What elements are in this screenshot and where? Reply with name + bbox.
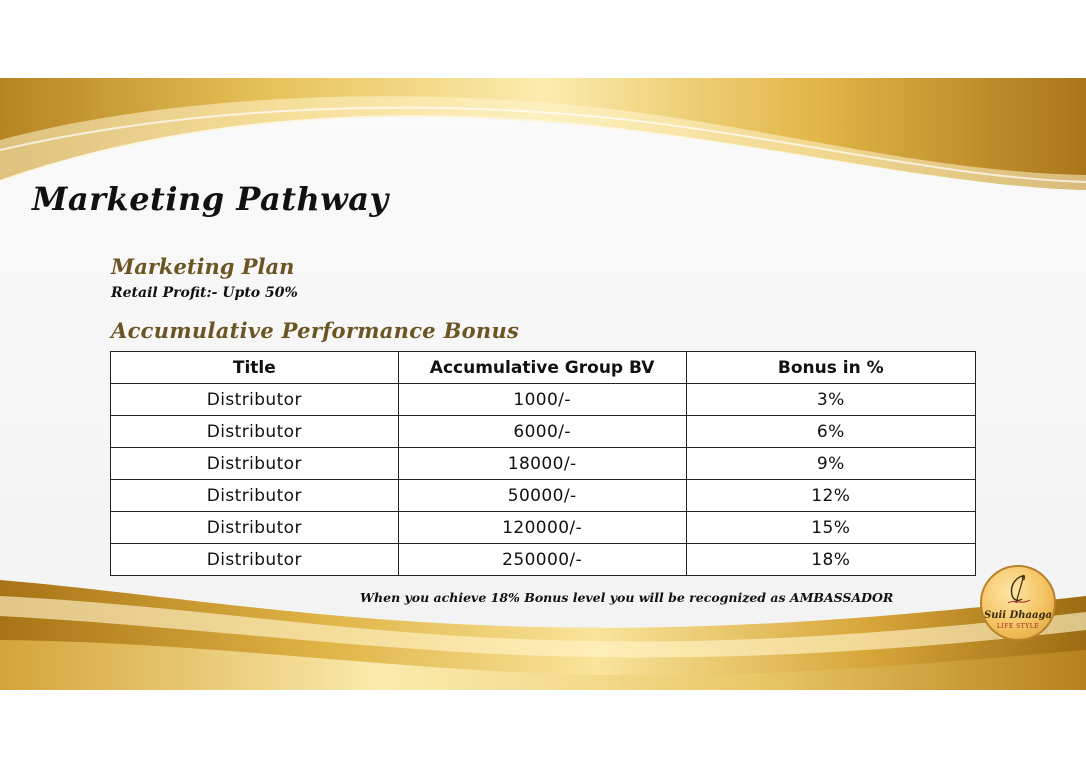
row-title-cell: Distributor: [111, 448, 399, 480]
row-title-cell: Distributor: [111, 544, 399, 576]
column-header-group-bv: Accumulative Group BV: [398, 352, 686, 384]
table-row: [111, 416, 976, 448]
row-bv-cell: 250000/-: [398, 544, 686, 576]
ambassador-note: When you achieve 18% Bonus level you will be recognized as AMBASSADOR: [360, 590, 894, 605]
row-title-cell: Distributor: [111, 416, 399, 448]
table-row: [111, 512, 976, 544]
row-bv-cell: 18000/-: [398, 448, 686, 480]
row-bonus-cell: 15%: [686, 512, 975, 544]
table-row: [111, 384, 976, 416]
row-title-cell: Distributor: [111, 480, 399, 512]
thread-needle-icon: [1000, 573, 1038, 609]
logo-tagline: LIFE STYLE: [996, 623, 1040, 630]
brand-logo: [980, 565, 1056, 641]
table-row: [111, 480, 976, 512]
retail-profit-text: Retail Profit:- Upto 50%: [111, 285, 298, 301]
row-bonus-cell: 6%: [686, 416, 975, 448]
row-bonus-cell: 18%: [686, 544, 975, 576]
row-bonus-cell: 12%: [686, 480, 975, 512]
column-header-bonus: Bonus in %: [686, 352, 975, 384]
table-row: [111, 544, 976, 576]
row-title-cell: Distributor: [111, 512, 399, 544]
table-row: [111, 448, 976, 480]
column-header-title: Title: [111, 352, 399, 384]
row-bonus-cell: 3%: [686, 384, 975, 416]
row-bv-cell: 1000/-: [398, 384, 686, 416]
row-bonus-cell: 9%: [686, 448, 975, 480]
bonus-table: [110, 351, 976, 576]
page-title: Marketing Pathway: [32, 180, 389, 218]
logo-brand-name: Suii Dhaaga: [984, 610, 1052, 621]
table-header-row: [111, 352, 976, 384]
marketing-plan-heading: Marketing Plan: [111, 254, 295, 279]
performance-bonus-heading: Accumulative Performance Bonus: [111, 318, 520, 343]
row-bv-cell: 50000/-: [398, 480, 686, 512]
row-bv-cell: 6000/-: [398, 416, 686, 448]
row-title-cell: Distributor: [111, 384, 399, 416]
row-bv-cell: 120000/-: [398, 512, 686, 544]
